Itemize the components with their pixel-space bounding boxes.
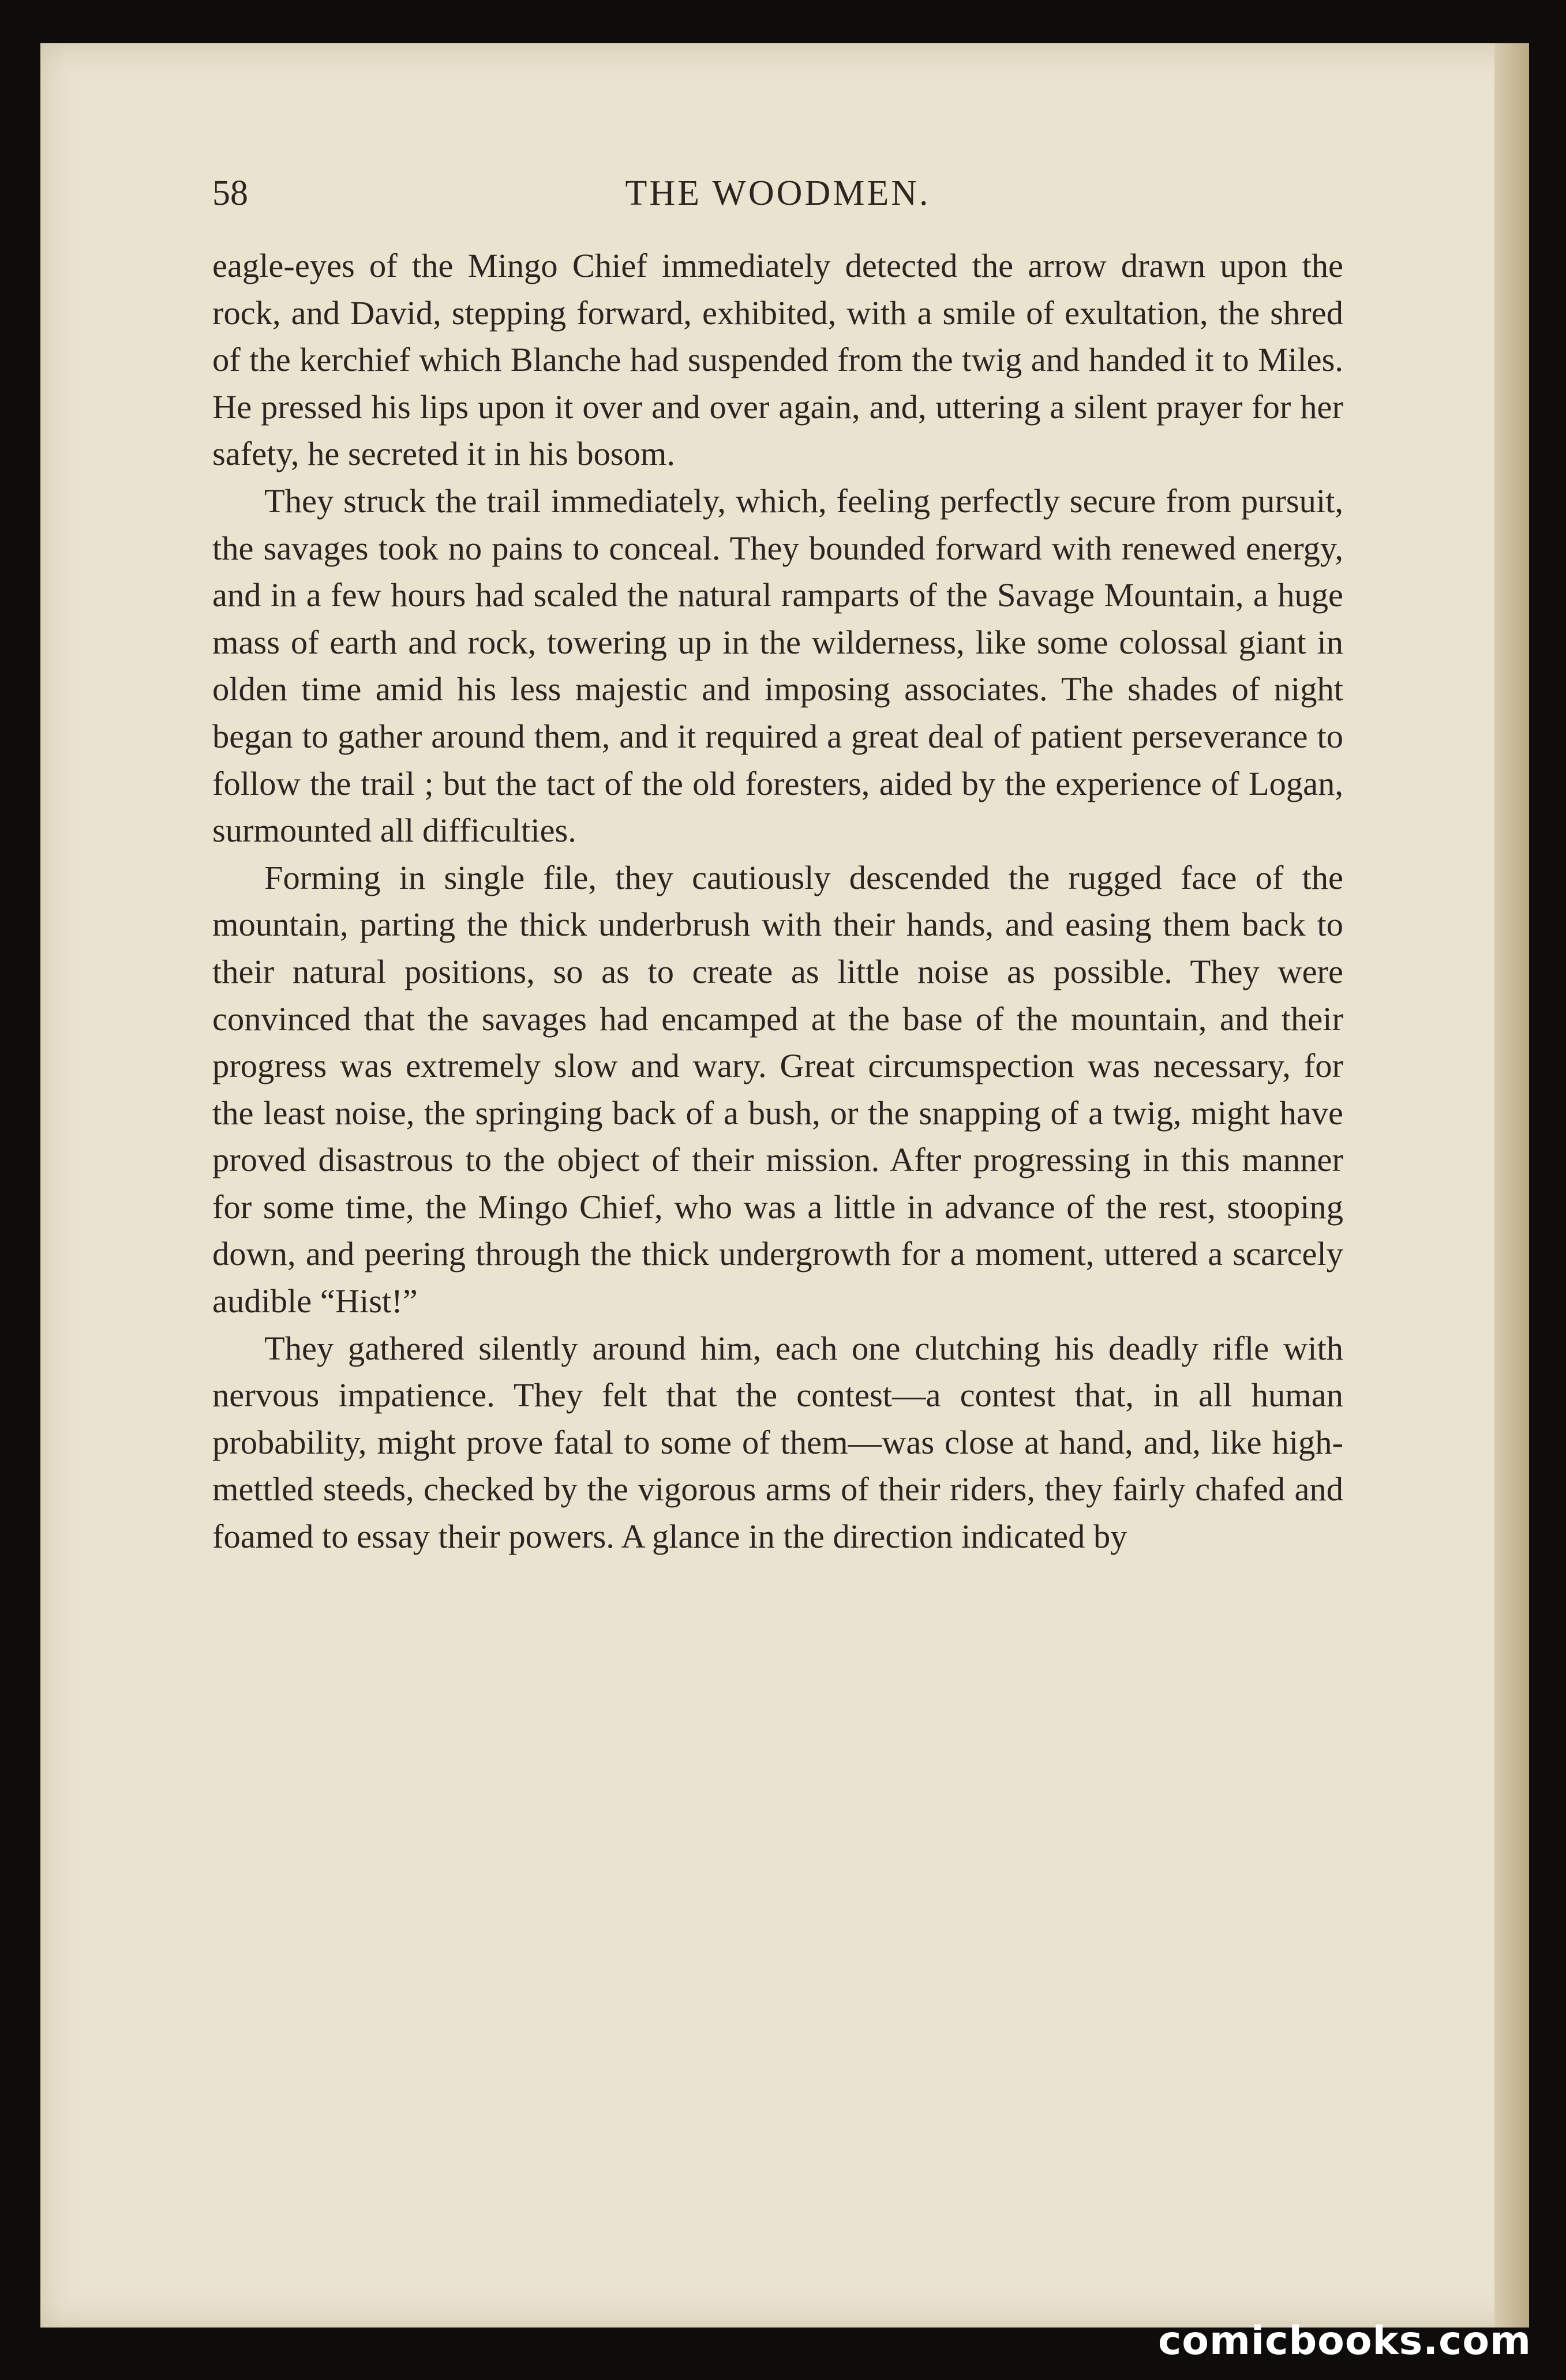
paragraph: eagle-eyes of the Mingo Chief immediately detected the arrow drawn upon the rock, and David, stepping forward, exhibited, with a smile of exultation, the shred of the kerchief which Blanche had suspended from the twig and handed it to Miles. He pressed his lips upon it over and over again, and, uttering a silent prayer for her safety, he secreted it in his bosom. bbox=[212, 247, 1343, 473]
page-header bbox=[212, 173, 1343, 237]
page-number: 58 bbox=[212, 174, 248, 213]
paragraph: They gathered silently around him, each one clutching his deadly rifle with nervous impatience. They felt that the contest—a contest that, in all human probability, might prove fatal to some of them—was close at hand, and, like high-mettled steeds, checked by the vigorous arms of their riders, they fairly chafed and foamed to essay their powers. A glance in the direction indicated by bbox=[212, 1329, 1343, 1556]
page-edge bbox=[1494, 43, 1529, 2328]
watermark: comicbooks.com bbox=[1157, 2318, 1531, 2364]
running-title: THE WOODMEN. bbox=[625, 174, 931, 213]
paragraph: They struck the trail immediately, which, feeling perfectly secure from pursuit, the savages took no pains to conceal. They bounded forward with renewed energy, and in a few hours had scaled the natural ramparts of the Savage Mountain, a huge mass of earth and rock, towering up in the wilderness, like some colossal giant in olden time amid his less majestic and imposing associates. The shades of night began to gather around them, and it required a great deal of patient perseverance to follow the trail ; but the tact of the old foresters, aided by the experience of Logan, surmounted all difficulties. bbox=[212, 482, 1343, 850]
paragraph: Forming in single file, they cautiously descended the rugged face of the mountain, parting the thick underbrush with their hands, and easing them back to their natural positions, so as to create as little noise as possible. They were convinced that the savages had encamped at the base of the mountain, and their progress was extremely slow and wary. Great circumspection was necessary, for the least noise, the springing back of a bush, or the snapping of a twig, might have proved disastrous to the object of their mission. After progressing in this manner for some time, the Mingo Chief, who was a little in advance of the rest, stooping down, and peering through the thick undergrowth for a moment, uttered a scarcely audible “Hist!” bbox=[212, 858, 1343, 1320]
body-text bbox=[212, 242, 1343, 1560]
